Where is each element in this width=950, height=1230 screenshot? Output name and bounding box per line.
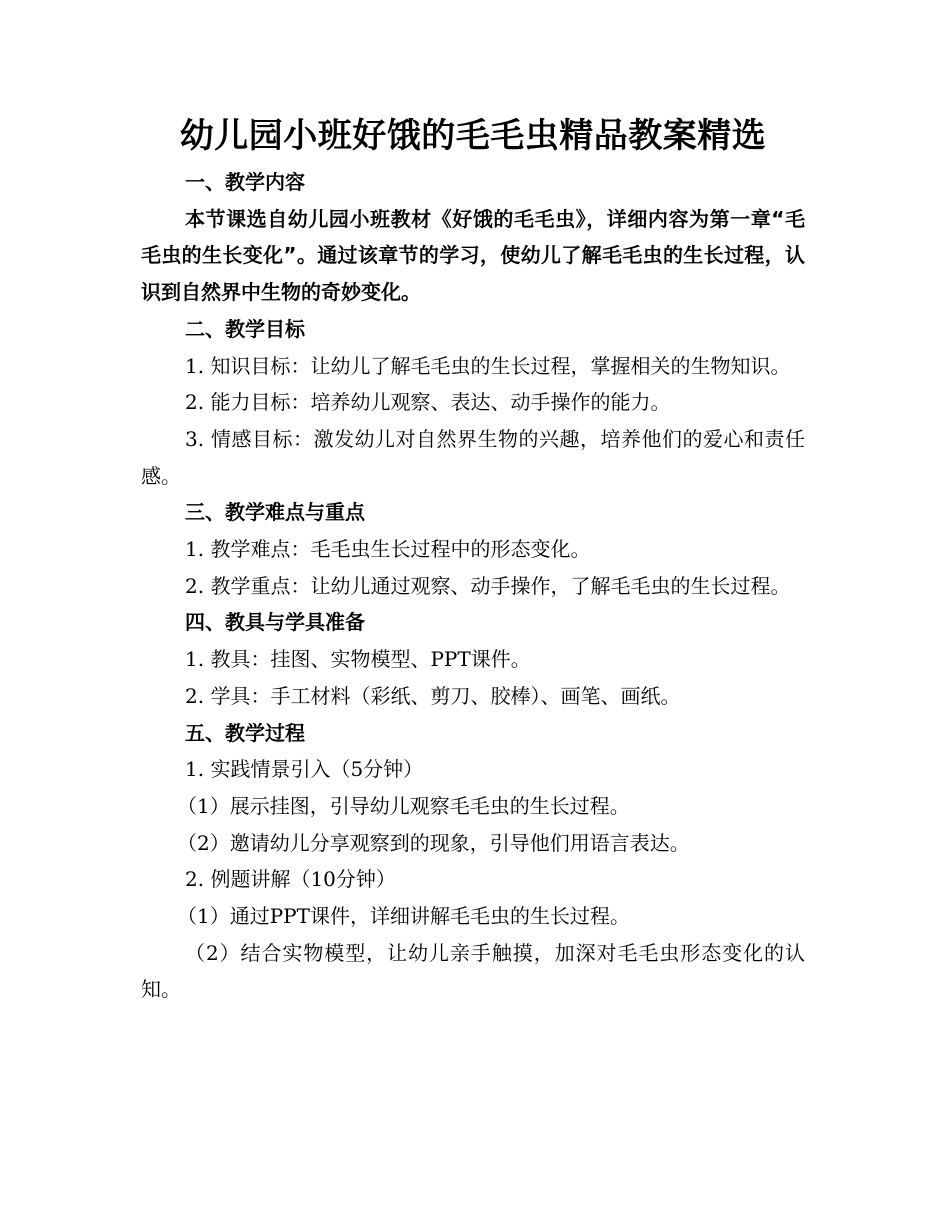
document-body — [141, 164, 805, 1008]
process-intro-item-1: （1）展示挂图，引导幼儿观察毛毛虫的生长过程。 — [177, 793, 630, 818]
materials-teacher: 1. 教具：挂图、实物模型、PPT课件。 — [185, 647, 531, 672]
process-intro-item-2: （2）邀请幼儿分享观察到的现象，引导他们用语言表达。 — [177, 830, 690, 855]
process-step-example: 2. 例题讲解（10分钟） — [185, 867, 396, 892]
key-point-focus: 2. 教学重点：让幼儿通过观察、动手操作，了解毛毛虫的生长过程。 — [185, 573, 791, 598]
key-point-difficulty: 1. 教学难点：毛毛虫生长过程中的形态变化。 — [185, 537, 591, 562]
process-step-intro: 1. 实践情景引入（5分钟） — [185, 757, 424, 782]
section-heading-content: 一、教学内容 — [185, 170, 305, 194]
process-example-item-1: （1）通过PPT课件，详细讲解毛毛虫的生长过程。 — [177, 904, 630, 929]
content-paragraph: 本节课选自幼儿园小班教材《好饿的毛毛虫》，详细内容为第一章“毛毛虫的生长变化”。通过该章节的学习，使幼儿了解毛毛虫的生长过程，认识到自然界中生物的奇妙变化。 — [141, 206, 805, 305]
materials-student: 2. 学具：手工材料（彩纸、剪刀、胶棒）、画笔、画纸。 — [185, 683, 681, 708]
goal-emotion: 3. 情感目标：激发幼儿对自然界生物的兴趣，培养他们的爱心和责任感。 — [141, 426, 805, 488]
section-heading-materials: 四、教具与学具准备 — [185, 610, 365, 635]
goal-ability: 2. 能力目标：培养幼儿观察、表达、动手操作的能力。 — [185, 390, 671, 415]
goal-knowledge: 1. 知识目标：让幼儿了解毛毛虫的生长过程，掌握相关的生物知识。 — [185, 353, 791, 378]
section-heading-process: 五、教学过程 — [185, 720, 305, 745]
section-heading-goals: 二、教学目标 — [185, 316, 305, 341]
section-heading-key-points: 三、教学难点与重点 — [185, 500, 365, 525]
process-example-item-2: （2）结合实物模型，让幼儿亲手触摸，加深对毛毛虫形态变化的认知。 — [141, 940, 805, 1002]
document-title: 幼儿园小班好饿的毛毛虫精品教案精选 — [179, 116, 767, 156]
